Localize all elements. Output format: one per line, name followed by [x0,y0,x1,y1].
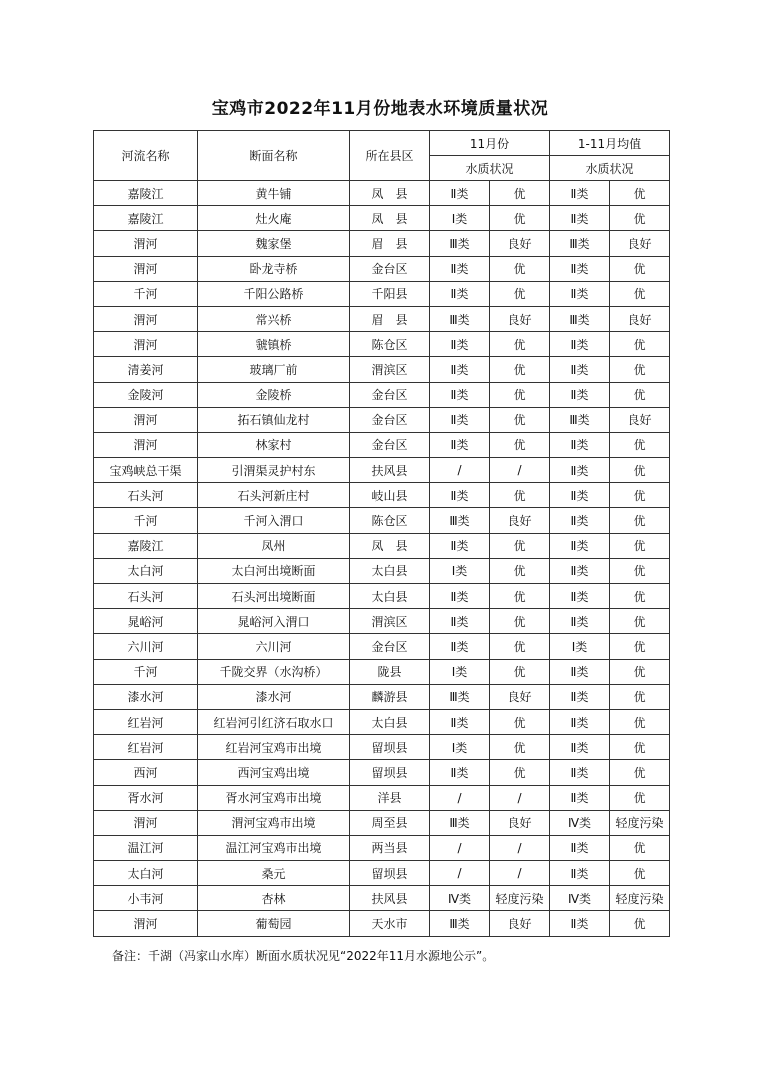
cell-ytd-status: 优 [610,584,670,609]
table-row [94,281,670,306]
header-river: 河流名称 [94,131,198,181]
header-section: 断面名称 [198,131,350,181]
page-title: 宝鸡市2022年11月份地表水环境质量状况 [211,99,549,119]
cell-county: 扶风县 [350,886,430,911]
cell-ytd-status: 优 [610,709,670,734]
cell-ytd-status: 优 [610,206,670,231]
cell-ytd-status: 优 [610,432,670,457]
cell-nov-status: 优 [490,558,550,583]
cell-nov-status: 优 [490,483,550,508]
cell-river: 千河 [94,659,198,684]
cell-nov-status: 优 [490,382,550,407]
cell-ytd-class: Ⅱ类 [550,206,610,231]
cell-county: 渭滨区 [350,609,430,634]
cell-ytd-class: Ⅱ类 [550,357,610,382]
cell-ytd-status: 优 [610,609,670,634]
table-row [94,861,670,886]
cell-ytd-status: 优 [610,735,670,760]
table-row [94,634,670,659]
cell-nov-status: 优 [490,206,550,231]
cell-river: 温江河 [94,835,198,860]
cell-nov-class: Ⅱ类 [430,432,490,457]
cell-ytd-class: Ⅱ类 [550,760,610,785]
cell-nov-class: Ⅲ类 [430,911,490,936]
header-ytd-quality: 水质状况 [550,156,670,181]
cell-nov-status: 良好 [490,508,550,533]
cell-section: 漆水河 [198,684,350,709]
cell-ytd-class: Ⅲ类 [550,231,610,256]
cell-ytd-class: Ⅱ类 [550,432,610,457]
cell-nov-status: 良好 [490,231,550,256]
table-row [94,558,670,583]
cell-river: 宝鸡峡总干渠 [94,458,198,483]
cell-river: 渭河 [94,306,198,331]
cell-ytd-status: 优 [610,634,670,659]
cell-nov-class: Ⅰ类 [430,735,490,760]
cell-nov-status: 优 [490,281,550,306]
cell-ytd-status: 优 [610,332,670,357]
cell-ytd-status: 优 [610,684,670,709]
cell-section: 葡萄园 [198,911,350,936]
cell-county: 留坝县 [350,861,430,886]
cell-section: 西河宝鸡出境 [198,760,350,785]
cell-ytd-status: 优 [610,382,670,407]
cell-ytd-class: Ⅱ类 [550,861,610,886]
cell-river: 漆水河 [94,684,198,709]
cell-nov-status: / [490,835,550,860]
header-nov-quality: 水质状况 [430,156,550,181]
cell-county: 眉 县 [350,231,430,256]
cell-nov-status: 良好 [490,911,550,936]
cell-ytd-class: Ⅱ类 [550,735,610,760]
cell-county: 金台区 [350,407,430,432]
cell-nov-class: Ⅱ类 [430,181,490,206]
cell-section: 胥水河宝鸡市出境 [198,785,350,810]
cell-ytd-class: Ⅱ类 [550,709,610,734]
cell-nov-status: 优 [490,407,550,432]
cell-ytd-status: 优 [610,659,670,684]
cell-ytd-status: 优 [610,835,670,860]
cell-ytd-class: Ⅱ类 [550,181,610,206]
cell-county: 周至县 [350,810,430,835]
cell-nov-status: 良好 [490,810,550,835]
cell-river: 胥水河 [94,785,198,810]
cell-river: 晁峪河 [94,609,198,634]
cell-nov-class: Ⅱ类 [430,584,490,609]
cell-river: 清姜河 [94,357,198,382]
cell-nov-status: 优 [490,256,550,281]
cell-river: 渭河 [94,432,198,457]
cell-river: 红岩河 [94,709,198,734]
cell-nov-class: Ⅱ类 [430,709,490,734]
cell-nov-class: Ⅱ类 [430,256,490,281]
cell-section: 拓石镇仙龙村 [198,407,350,432]
cell-nov-status: 优 [490,181,550,206]
cell-nov-class: Ⅰ类 [430,659,490,684]
table-row [94,256,670,281]
cell-river: 西河 [94,760,198,785]
cell-section: 桑元 [198,861,350,886]
cell-county: 岐山县 [350,483,430,508]
cell-river: 金陵河 [94,382,198,407]
table-row [94,684,670,709]
cell-ytd-status: 良好 [610,306,670,331]
cell-nov-class: / [430,861,490,886]
cell-county: 凤 县 [350,206,430,231]
cell-ytd-class: Ⅳ类 [550,886,610,911]
cell-nov-status: 优 [490,634,550,659]
cell-nov-class: Ⅱ类 [430,281,490,306]
cell-ytd-class: Ⅳ类 [550,810,610,835]
cell-nov-class: Ⅱ类 [430,357,490,382]
cell-section: 千河入渭口 [198,508,350,533]
cell-county: 留坝县 [350,760,430,785]
cell-river: 嘉陵江 [94,206,198,231]
cell-ytd-status: 优 [610,861,670,886]
table-row [94,407,670,432]
cell-county: 凤 县 [350,533,430,558]
cell-section: 玻璃厂前 [198,357,350,382]
cell-nov-class: / [430,785,490,810]
table-row [94,306,670,331]
cell-ytd-status: 优 [610,785,670,810]
cell-section: 卧龙寺桥 [198,256,350,281]
cell-ytd-class: Ⅱ类 [550,382,610,407]
cell-county: 陇县 [350,659,430,684]
cell-river: 渭河 [94,256,198,281]
cell-ytd-class: Ⅱ类 [550,458,610,483]
cell-nov-status: 优 [490,709,550,734]
cell-nov-status: / [490,861,550,886]
cell-county: 洋县 [350,785,430,810]
cell-nov-class: Ⅱ类 [430,483,490,508]
cell-river: 红岩河 [94,735,198,760]
table-row [94,810,670,835]
cell-ytd-class: Ⅱ类 [550,533,610,558]
cell-nov-class: Ⅰ类 [430,206,490,231]
table-row [94,357,670,382]
cell-ytd-class: Ⅱ类 [550,684,610,709]
cell-river: 渭河 [94,407,198,432]
cell-county: 凤 县 [350,181,430,206]
cell-county: 金台区 [350,432,430,457]
cell-river: 太白河 [94,558,198,583]
cell-ytd-class: Ⅱ类 [550,483,610,508]
table-row [94,458,670,483]
cell-section: 太白河出境断面 [198,558,350,583]
cell-section: 红岩河宝鸡市出境 [198,735,350,760]
cell-ytd-class: Ⅱ类 [550,508,610,533]
cell-ytd-status: 轻度污染 [610,886,670,911]
table-row [94,181,670,206]
cell-ytd-class: Ⅱ类 [550,659,610,684]
table-row [94,508,670,533]
cell-ytd-status: 优 [610,508,670,533]
cell-river: 嘉陵江 [94,181,198,206]
cell-nov-class: Ⅲ类 [430,508,490,533]
cell-section: 虢镇桥 [198,332,350,357]
table-row [94,709,670,734]
table-row [94,206,670,231]
table-row [94,231,670,256]
cell-ytd-class: Ⅱ类 [550,835,610,860]
cell-ytd-status: 优 [610,533,670,558]
cell-county: 千阳县 [350,281,430,306]
cell-nov-status: 优 [490,609,550,634]
table-row [94,332,670,357]
cell-section: 千陇交界（水沟桥） [198,659,350,684]
cell-ytd-status: 优 [610,911,670,936]
cell-section: 石头河出境断面 [198,584,350,609]
cell-nov-class: Ⅰ类 [430,558,490,583]
cell-ytd-class: Ⅱ类 [550,558,610,583]
cell-nov-class: Ⅱ类 [430,760,490,785]
cell-ytd-class: Ⅰ类 [550,634,610,659]
cell-section: 魏家堡 [198,231,350,256]
cell-section: 渭河宝鸡市出境 [198,810,350,835]
cell-nov-status: 优 [490,735,550,760]
cell-river: 渭河 [94,911,198,936]
table-row [94,659,670,684]
cell-section: 红岩河引红济石取水口 [198,709,350,734]
cell-section: 凤州 [198,533,350,558]
header-ytd-average: 1-11月均值 [550,131,670,156]
cell-nov-status: 优 [490,533,550,558]
header-november: 11月份 [430,131,550,156]
cell-nov-status: / [490,785,550,810]
cell-county: 金台区 [350,256,430,281]
cell-river: 渭河 [94,810,198,835]
cell-nov-status: / [490,458,550,483]
cell-river: 千河 [94,281,198,306]
cell-river: 嘉陵江 [94,533,198,558]
table-row [94,835,670,860]
table-row [94,785,670,810]
cell-river: 六川河 [94,634,198,659]
cell-county: 陈仓区 [350,508,430,533]
cell-section: 千阳公路桥 [198,281,350,306]
cell-nov-status: 良好 [490,306,550,331]
cell-county: 眉 县 [350,306,430,331]
cell-nov-class: Ⅳ类 [430,886,490,911]
cell-nov-status: 优 [490,432,550,457]
table-row [94,760,670,785]
cell-river: 小韦河 [94,886,198,911]
cell-nov-class: / [430,458,490,483]
water-quality-table [93,130,670,937]
cell-ytd-class: Ⅱ类 [550,785,610,810]
table-row [94,609,670,634]
cell-ytd-status: 轻度污染 [610,810,670,835]
cell-county: 太白县 [350,584,430,609]
cell-ytd-status: 优 [610,558,670,583]
cell-county: 金台区 [350,382,430,407]
cell-ytd-status: 优 [610,256,670,281]
cell-county: 麟游县 [350,684,430,709]
cell-section: 晁峪河入渭口 [198,609,350,634]
cell-section: 常兴桥 [198,306,350,331]
cell-ytd-status: 优 [610,181,670,206]
cell-nov-class: / [430,835,490,860]
cell-section: 黄牛铺 [198,181,350,206]
cell-ytd-status: 良好 [610,231,670,256]
cell-county: 金台区 [350,634,430,659]
cell-ytd-class: Ⅱ类 [550,584,610,609]
table-row [94,432,670,457]
cell-nov-class: Ⅱ类 [430,609,490,634]
cell-nov-class: Ⅱ类 [430,533,490,558]
cell-nov-status: 优 [490,332,550,357]
cell-ytd-class: Ⅱ类 [550,332,610,357]
cell-ytd-class: Ⅱ类 [550,281,610,306]
cell-ytd-status: 良好 [610,407,670,432]
cell-nov-class: Ⅲ类 [430,684,490,709]
cell-nov-class: Ⅱ类 [430,634,490,659]
table-row [94,382,670,407]
cell-county: 渭滨区 [350,357,430,382]
cell-nov-class: Ⅲ类 [430,231,490,256]
footnote: 备注：千湖（冯家山水库）断面水质状况见“2022年11月水源地公示”。 [112,949,495,963]
cell-nov-status: 轻度污染 [490,886,550,911]
cell-county: 天水市 [350,911,430,936]
cell-ytd-class: Ⅱ类 [550,911,610,936]
table-row [94,483,670,508]
cell-river: 石头河 [94,584,198,609]
cell-ytd-status: 优 [610,458,670,483]
cell-ytd-status: 优 [610,281,670,306]
cell-ytd-class: Ⅱ类 [550,609,610,634]
cell-river: 渭河 [94,332,198,357]
cell-nov-status: 优 [490,760,550,785]
cell-section: 杏林 [198,886,350,911]
cell-ytd-class: Ⅲ类 [550,407,610,432]
table-row [94,584,670,609]
cell-county: 留坝县 [350,735,430,760]
cell-ytd-status: 优 [610,357,670,382]
cell-county: 太白县 [350,709,430,734]
cell-section: 温江河宝鸡市出境 [198,835,350,860]
cell-nov-status: 优 [490,357,550,382]
cell-nov-class: Ⅱ类 [430,407,490,432]
table-row [94,886,670,911]
cell-river: 千河 [94,508,198,533]
cell-section: 林家村 [198,432,350,457]
cell-ytd-status: 优 [610,483,670,508]
cell-section: 引渭渠灵护村东 [198,458,350,483]
table-row [94,911,670,936]
cell-section: 六川河 [198,634,350,659]
cell-county: 两当县 [350,835,430,860]
cell-nov-status: 良好 [490,684,550,709]
table-row [94,735,670,760]
header-county: 所在县区 [350,131,430,181]
cell-nov-class: Ⅱ类 [430,332,490,357]
cell-nov-class: Ⅲ类 [430,810,490,835]
cell-nov-status: 优 [490,584,550,609]
table-row [94,533,670,558]
cell-section: 金陵桥 [198,382,350,407]
cell-ytd-class: Ⅱ类 [550,256,610,281]
cell-nov-class: Ⅱ类 [430,382,490,407]
cell-section: 石头河新庄村 [198,483,350,508]
cell-county: 扶风县 [350,458,430,483]
cell-county: 陈仓区 [350,332,430,357]
cell-river: 渭河 [94,231,198,256]
cell-county: 太白县 [350,558,430,583]
cell-river: 石头河 [94,483,198,508]
cell-ytd-status: 优 [610,760,670,785]
cell-river: 太白河 [94,861,198,886]
cell-nov-status: 优 [490,659,550,684]
cell-nov-class: Ⅲ类 [430,306,490,331]
cell-ytd-class: Ⅲ类 [550,306,610,331]
cell-section: 灶火庵 [198,206,350,231]
